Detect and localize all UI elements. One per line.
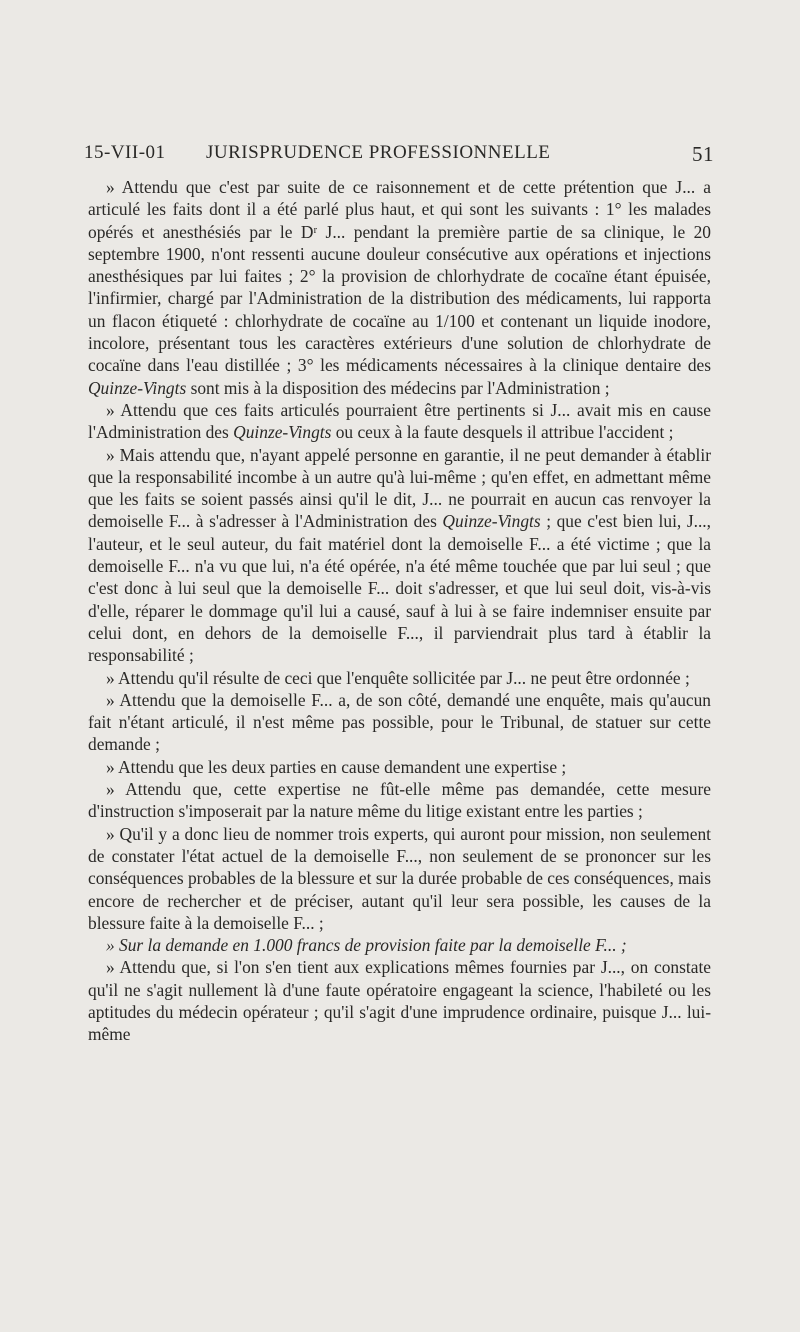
paragraph: » Mais attendu que, n'ayant appelé personne en garantie, il ne peut demander à établir que la responsabilité incombe à un autre qu'à lui-même ; qu'en effet, en admettant même que les faits se soient passés ainsi qu'il le dit, J... ne pourrait en aucun cas renvoyer la demoiselle F... à s'adresser à l'Administration des Quinze-Vingts ; que c'est bien lui, J..., l'auteur, et le seul auteur, du fait matériel dont la demoiselle F... a été victime ; que la demoiselle F... n'a vu que lui, n'a été opérée, n'a été même touchée que par lui seul ; que c'est donc à lui seul que la demoiselle F... doit s'adresser, et que lui seul doit, vis-à-vis d'elle, réparer le dommage qu'il lui a causé, sauf à lui à se faire indemniser ensuite par celui dont, en dehors de la demoiselle F..., il parviendrait plus tard à établir la responsabilité ;: [88, 444, 711, 666]
paragraph: » Attendu que c'est par suite de ce raisonnement et de cette prétention que J... a articulé les faits dont il a été parlé plus haut, et qui sont les suivants : 1° les malades opérés et anesthésiés par le Dʳ J... pendant la première partie de sa clinique, le 20 septembre 1900, n'ont ressenti aucune douleur consécutive aux opérations et injections anesthésiques par lui faites ; 2° la provision de chlorhydrate de cocaïne étant épuisée, l'infirmier, chargé par l'Administration de la distribution des médicaments, lui rapporta un flacon étiqueté : chlorhydrate de cocaïne au 1/100 et contenant un liquide inodore, incolore, présentant tous les caractères extérieurs d'une solution de chlorhydrate de cocaïne dans l'eau distillée ; 3° les médicaments nécessaires à la clinique dentaire des Quinze-Vingts sont mis à la disposition des médecins par l'Administration ;: [88, 177, 711, 398]
paragraph: » Attendu que, si l'on s'en tient aux explications mêmes fournies par J..., on constate qu'il ne s'agit nullement là d'une faute opératoire engageant la science, l'habileté ou les aptitudes du médecin opérateur ; qu'il s'agit d'une imprudence ordinaire, puisque J... lui-même: [88, 957, 711, 1045]
header-date: 15-VII-01: [84, 142, 166, 163]
running-header: [84, 142, 714, 168]
paragraph: » Attendu qu'il résulte de ceci que l'enquête sollicitée par J... ne peut être ordonnée ;: [106, 667, 690, 688]
page-number: 51: [692, 142, 714, 166]
paragraph: » Attendu que, cette expertise ne fût-elle même pas demandée, cette mesure d'instruction s'imposerait par la nature même du litige existant entre les parties ;: [88, 779, 711, 822]
italic-name: Quinze-Vingts: [442, 511, 541, 532]
header-title: JURISPRUDENCE PROFESSIONNELLE: [206, 142, 551, 163]
italic-heading: » Sur la demande en 1.000 francs de provision faite par la demoiselle F... ;: [106, 935, 627, 956]
paragraph: » Attendu que ces faits articulés pourraient être pertinents si J... avait mis en cause l'Administration des Quinze-Vingts ou ceux à la faute desquels il attribue l'accident ;: [88, 399, 711, 443]
paragraph: » Attendu que la demoiselle F... a, de son côté, demandé une enquête, mais qu'aucun fait n'étant articulé, il n'est même pas possible, pour le Tribunal, de statuer sur cette demande ;: [88, 689, 711, 755]
paragraph-italic: [88, 934, 711, 956]
italic-name: Quinze-Vingts: [88, 377, 187, 398]
paragraph: » Attendu que les deux parties en cause demandent une expertise ;: [106, 756, 567, 777]
paragraph: » Qu'il y a donc lieu de nommer trois experts, qui auront pour mission, non seulement de constater l'état actuel de la demoiselle F..., non seulement de se prononcer sur les conséquences probables de la blessure et sur la durée probable de ces conséquences, mais encore de rechercher et de préciser, autant qu'il leur sera possible, les causes de la blessure faite à la demoiselle F... ;: [88, 823, 711, 933]
document-body: [88, 176, 711, 1046]
italic-name: Quinze-Vingts: [233, 422, 332, 443]
